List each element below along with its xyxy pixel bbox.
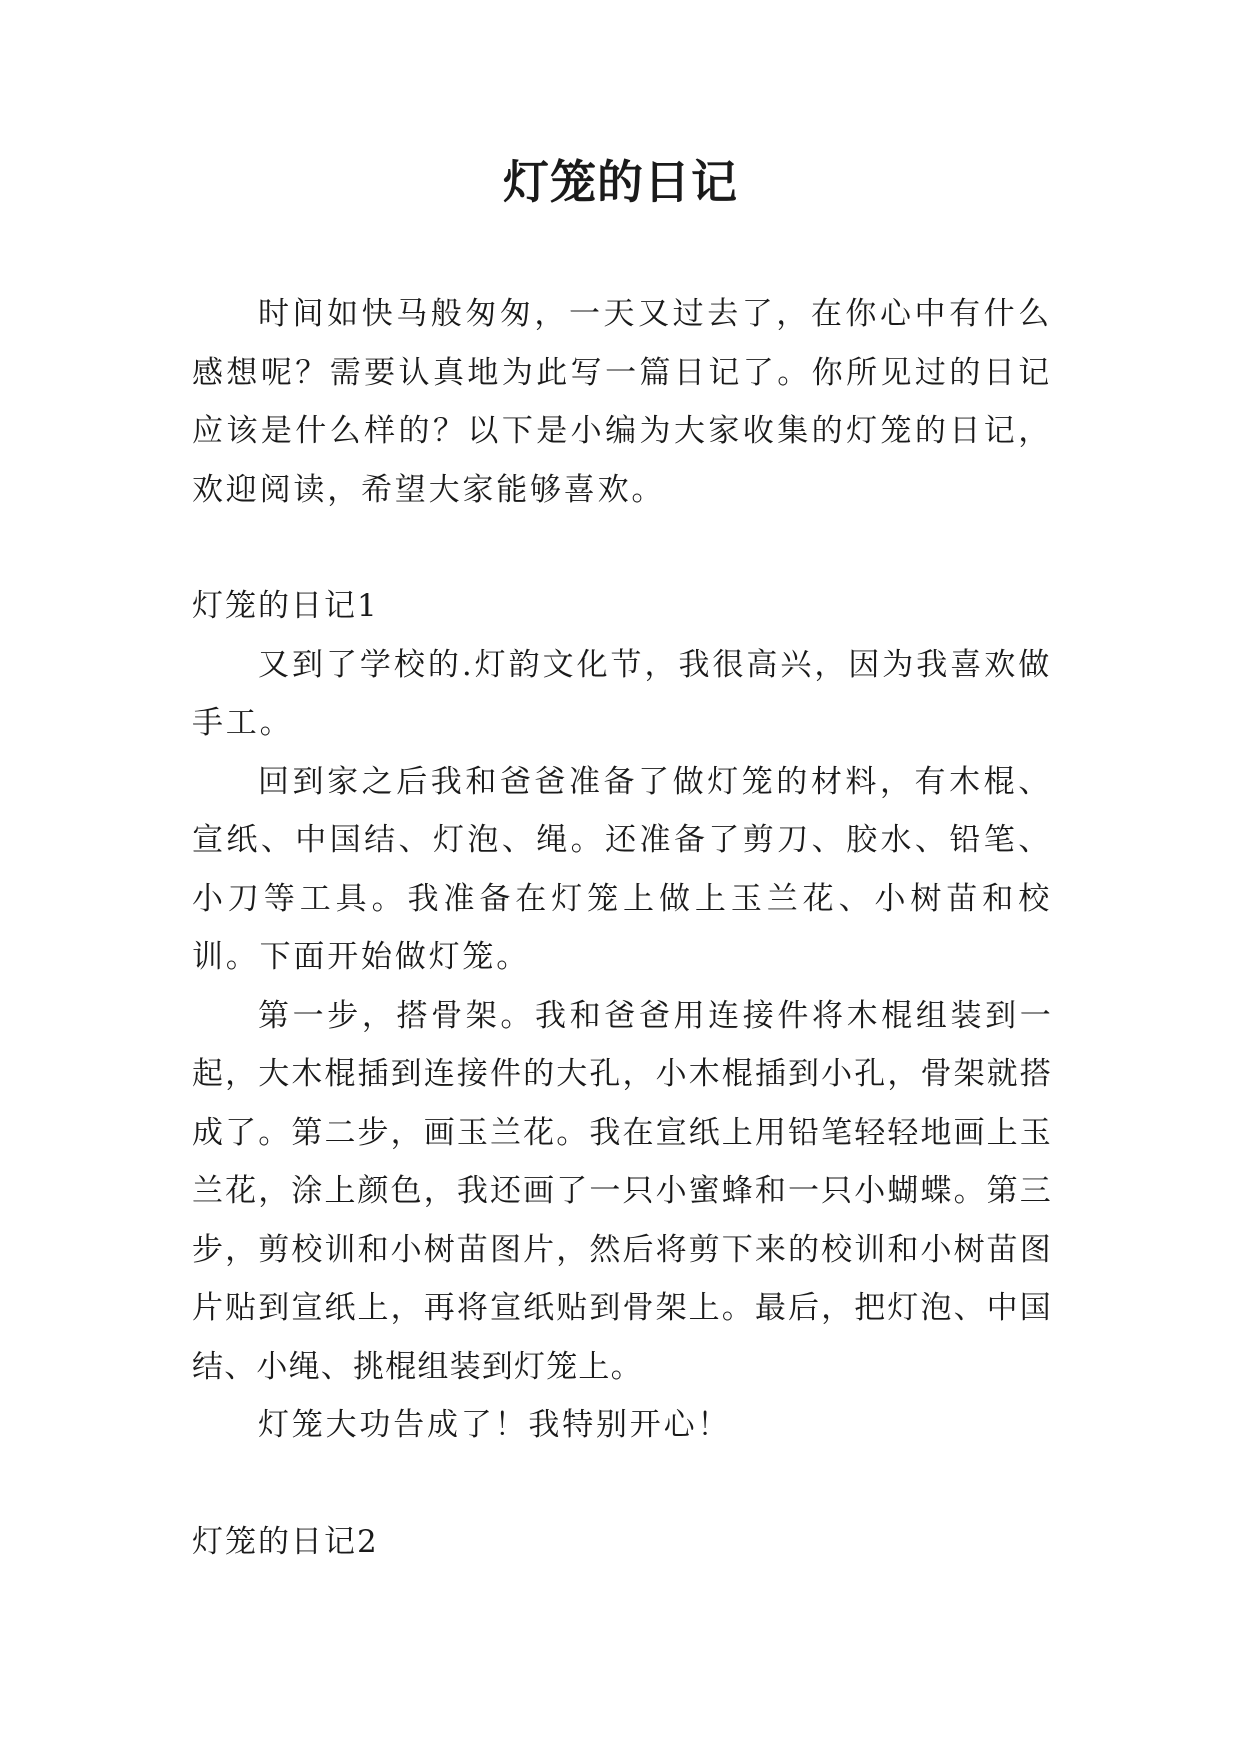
diary-1-paragraph-2: 回到家之后我和爸爸准备了做灯笼的材料，有木棍、宣纸、中国结、灯泡、绳。还准备了剪刀、胶水、铅笔、小刀等工具。我准备在灯笼上做上玉兰花、小树苗和校训。下面开始做灯笼。 [192, 763, 1052, 975]
diary-1-paragraph-4: 灯笼大功告成了！我特别开心！ [258, 1407, 732, 1443]
document-title: 灯笼的日记 [503, 155, 738, 209]
diary-1-paragraph-1: 又到了学校的.灯韵文化节，我很高兴，因为我喜欢做手工。 [192, 646, 1052, 741]
diary-1-paragraph-3: 第一步，搭骨架。我和爸爸用连接件将木棍组装到一起，大木棍插到连接件的大孔，小木棍插到小孔，骨架就搭成了。第二步，画玉兰花。我在宣纸上用铅笔轻轻地画上玉兰花，涂上颜色，我还画了一只小蜜蜂和一只小蝴蝶。第三步，剪校训和小树苗图片，然后将剪下来的校训和小树苗图片贴到宣纸上，再将宣纸贴到骨架上。最后，把灯泡、中国结、小绳、挑棍组装到灯笼上。 [192, 997, 1052, 1385]
section-heading-2: 灯笼的日记2 [192, 1523, 379, 1560]
intro-paragraph: 时间如快马般匆匆，一天又过去了，在你心中有什么感想呢？需要认真地为此写一篇日记了。你所见过的日记应该是什么样的？以下是小编为大家收集的灯笼的日记，欢迎阅读，希望大家能够喜欢。 [192, 296, 1052, 508]
section-heading-1: 灯笼的日记1 [192, 588, 379, 624]
document-body [192, 285, 1052, 1571]
